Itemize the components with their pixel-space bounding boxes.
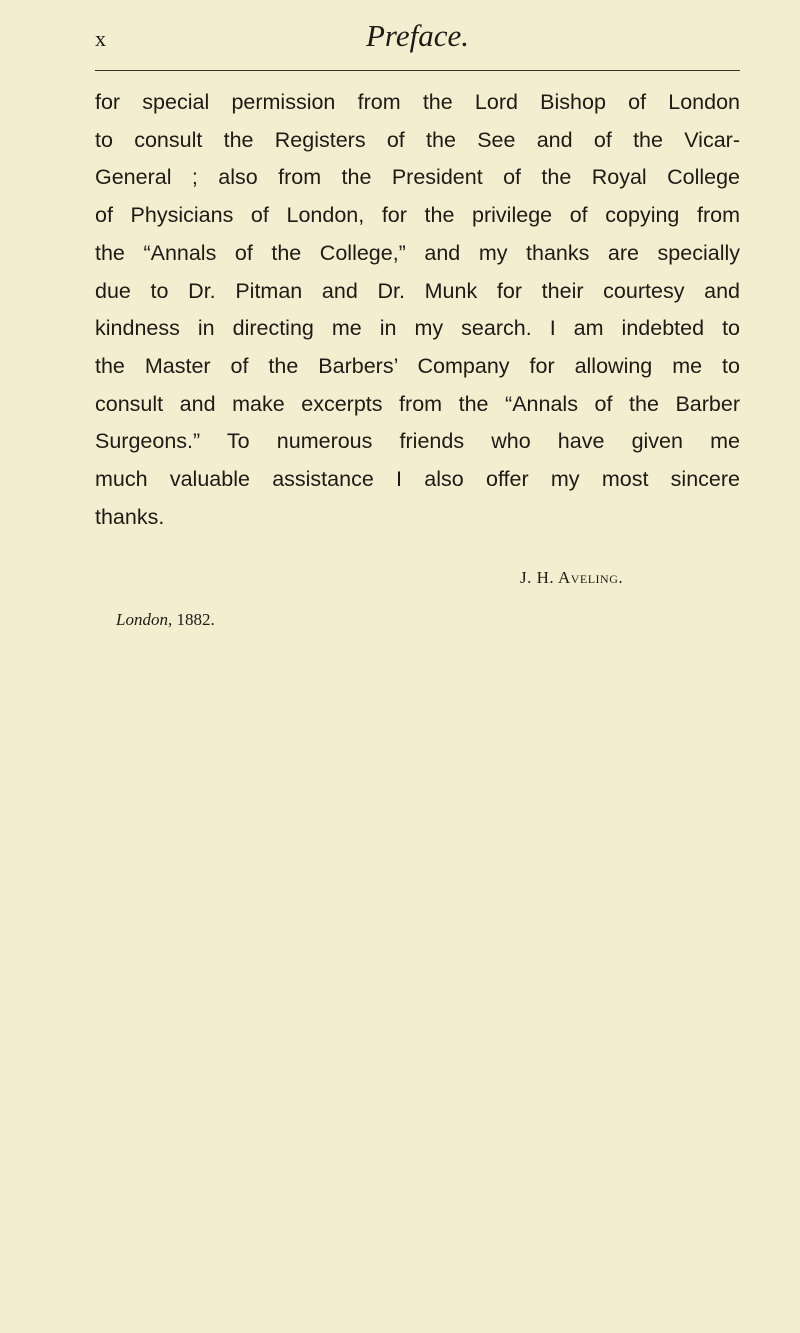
text-line: the “Annals of the College,” and my thanks are specially [95,240,740,265]
text-line: kindness in directing me in my search. I am indebted to [95,316,740,341]
text-line: much valuable assistance I also offer my most sincere [95,467,740,492]
author-signature: J. H. Aveling. [520,568,624,587]
page-header [95,18,740,62]
dateline-year: 1882. [176,610,215,629]
text-line: thanks. [95,504,165,529]
text-line: due to Dr. Pitman and Dr. Munk for their courtesy and [95,278,740,303]
text-line: to consult the Registers of the See and of the Vicar- [95,127,740,152]
dateline [116,610,215,630]
text-line: the Master of the Barbers’ Company for allowing me to [95,353,740,378]
preface-paragraph [95,84,740,536]
text-line: Surgeons.” To numerous friends who have given me [95,429,740,454]
header-rule [95,70,740,71]
running-title: Preface. [366,18,469,53]
text-line: of Physicians of London, for the privilege of copying from [95,203,740,228]
text-line: consult and make excerpts from the “Annals of the Barber [95,391,740,416]
text-line: for special permission from the Lord Bishop of London [95,90,740,114]
page-number: x [95,26,107,51]
dateline-place: London, [116,610,173,629]
text-line: General ; also from the President of the Royal College [95,165,740,190]
